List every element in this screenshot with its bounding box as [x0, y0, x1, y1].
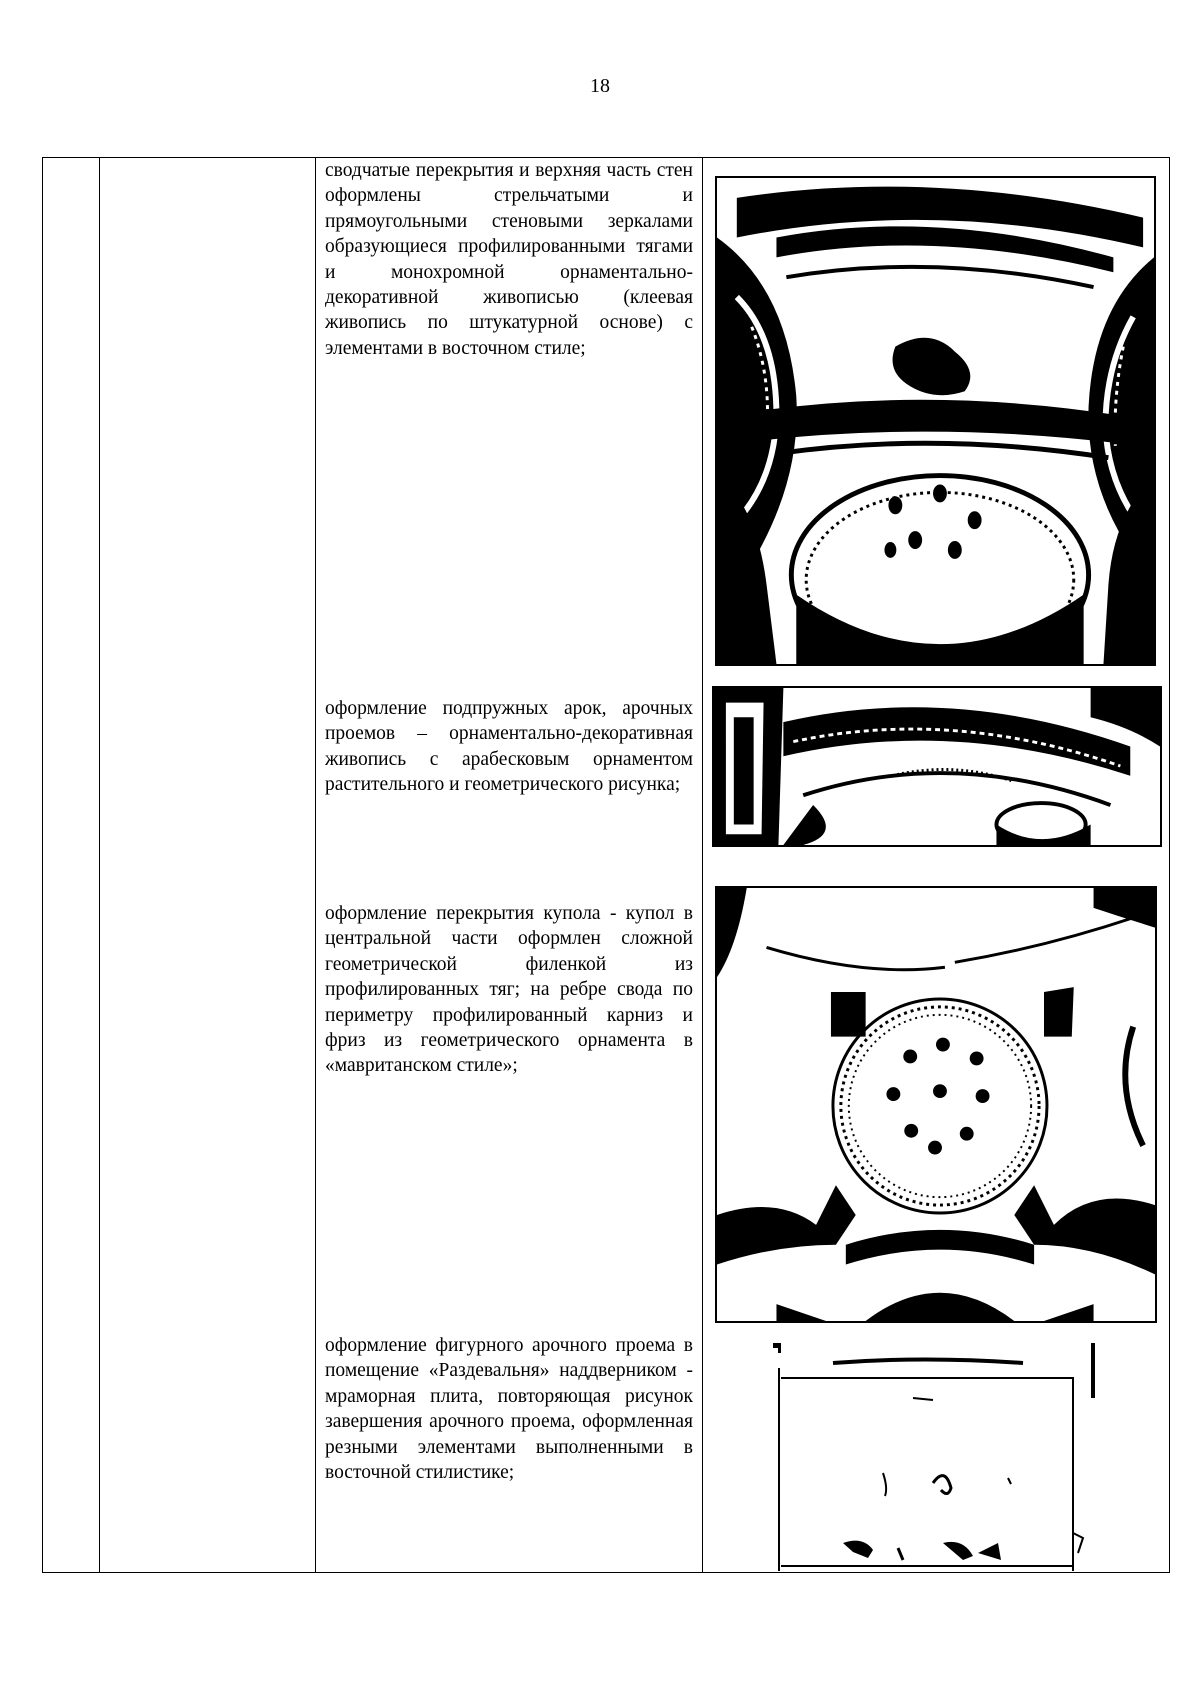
column-divider-3: [702, 158, 703, 1572]
doorway-marble-slab-photo: [773, 1338, 1103, 1571]
page-number: 18: [590, 75, 610, 97]
arch-ornament-photo: [712, 686, 1162, 847]
feature-description-dome: оформление перекрытия купола - купол в центральной части оформлен сложной геометрической филенкой из профилированных тяг; на ребре свода по периметру профилированный карниз и фриз из геометрического орнамента в «мавританском стиле»;: [325, 903, 693, 1077]
column-divider-1: [99, 158, 100, 1572]
heritage-features-table: [42, 157, 1170, 1573]
column-divider-2: [315, 158, 316, 1572]
feature-description-doorway: оформление фигурного арочного проема в помещение «Раздевальня» наддверником - мраморная плита, повторяющая рисунок завершения арочного проема, оформленная резными элементами выполненными в восточной стилистике;: [325, 1335, 693, 1484]
vaulted-ceiling-photo: [715, 176, 1156, 666]
dome-ceiling-photo: [715, 886, 1157, 1323]
feature-description-vaults: сводчатые перекрытия и верхняя часть стен оформлены стрельчатыми и прямоугольными стеновыми зеркалами образующиеся профилированными тягами и монохромной орнаментально-декоративной живописью (клеевая живопись по штукатурной основе) с элементами в восточном стиле;: [325, 160, 693, 359]
feature-description-arches: оформление подпружных арок, арочных проемов – орнаментально-декоративная живопись с арабесковым орнаментом растительного и геометрического рисунка;: [325, 698, 693, 796]
